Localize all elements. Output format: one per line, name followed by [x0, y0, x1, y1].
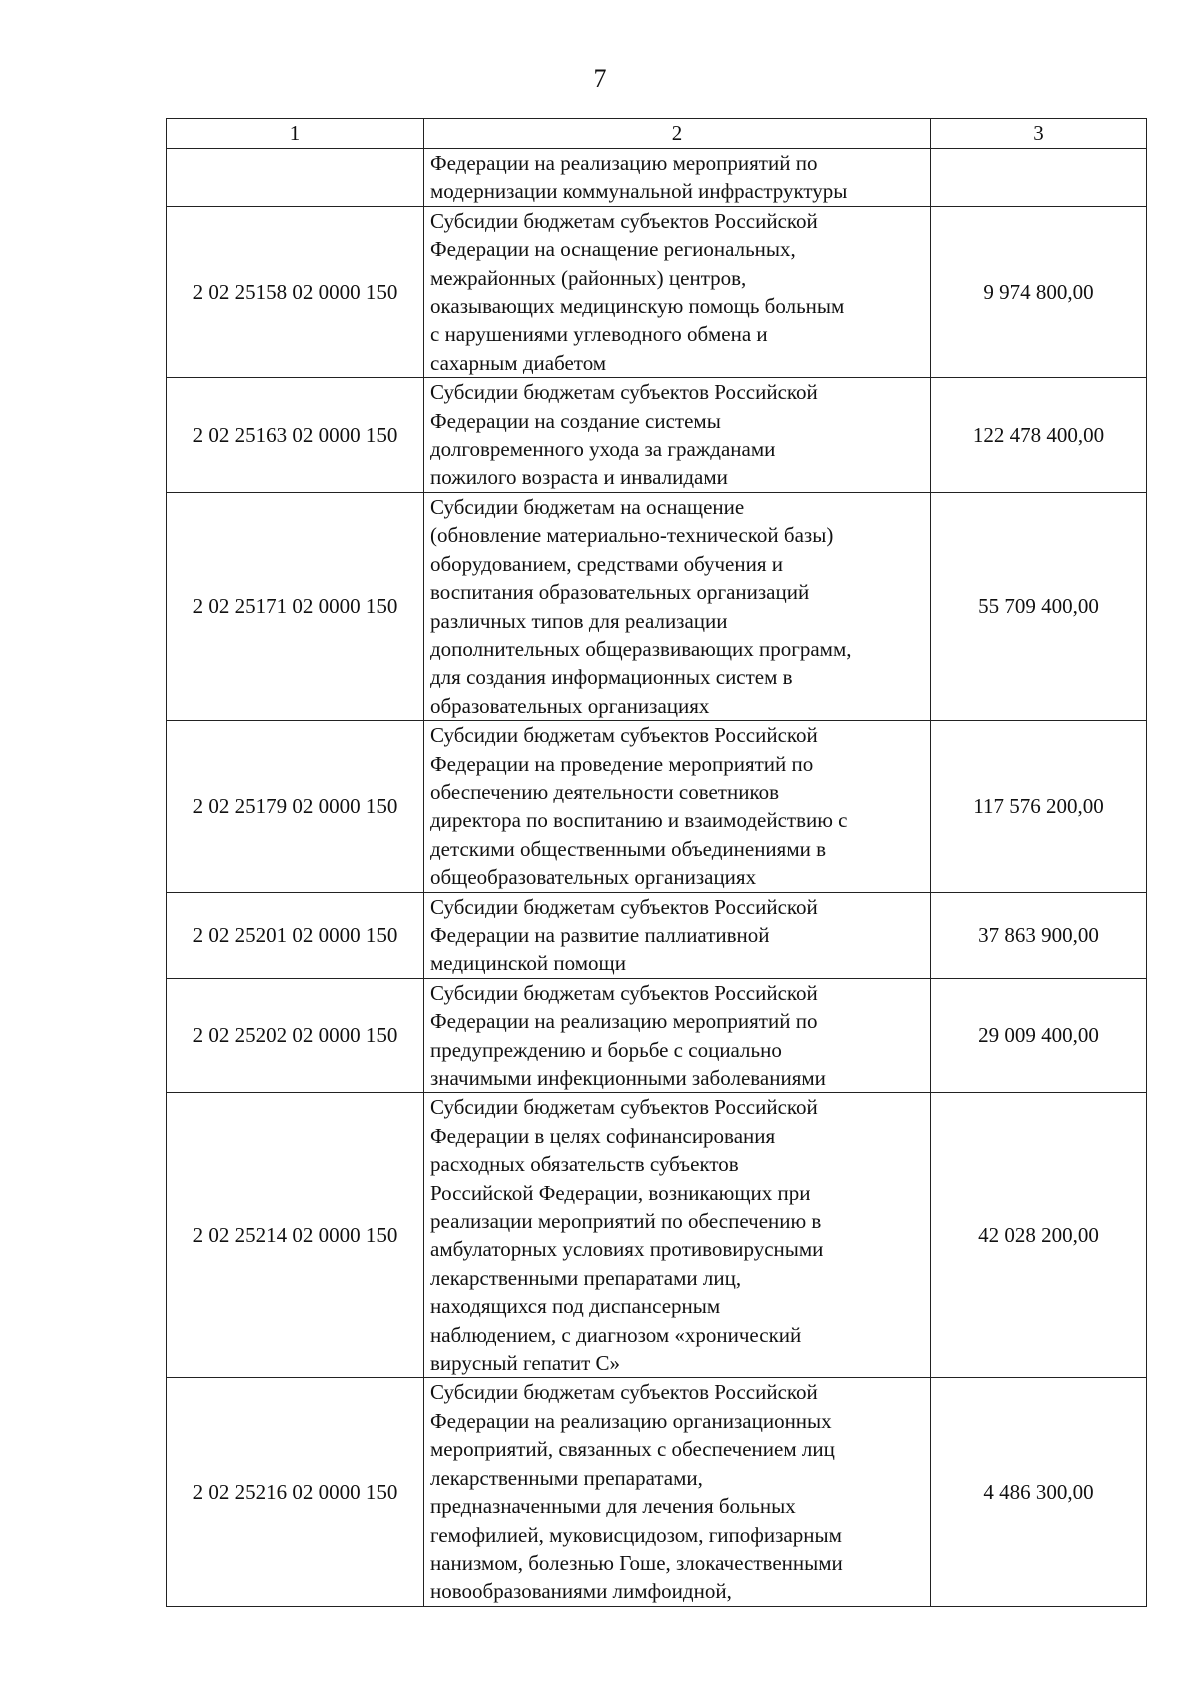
- budget-code-cell: 2 02 25171 02 0000 150: [167, 492, 424, 720]
- description-line: Российской Федерации, возникающих при: [430, 1180, 811, 1205]
- description-line: долговременного ухода за гражданами: [430, 437, 776, 462]
- amount-cell: 4 486 300,00: [931, 1378, 1147, 1606]
- header-row: [167, 119, 1147, 149]
- column-header-3: 3: [931, 119, 1147, 149]
- description-line: медицинской помощи: [430, 951, 626, 976]
- description-cell: [424, 892, 931, 978]
- budget-code-cell: 2 02 25216 02 0000 150: [167, 1378, 424, 1606]
- description-cell: [424, 206, 931, 377]
- description-cell: [424, 149, 931, 207]
- budget-code-cell: 2 02 25179 02 0000 150: [167, 721, 424, 892]
- description-line: Субсидии бюджетам субъектов Российской: [430, 894, 818, 919]
- description-line: общеобразовательных организациях: [430, 865, 757, 890]
- description-line: Субсидии бюджетам на оснащение: [430, 494, 745, 519]
- amount-cell: 29 009 400,00: [931, 978, 1147, 1093]
- description-line: сахарным диабетом: [430, 350, 607, 375]
- description-line: оборудованием, средствами обучения и: [430, 551, 783, 576]
- description-line: различных типов для реализации: [430, 608, 728, 633]
- budget-code-cell: 2 02 25202 02 0000 150: [167, 978, 424, 1093]
- description-line: Субсидии бюджетам субъектов Российской: [430, 723, 818, 748]
- description-cell: [424, 492, 931, 720]
- description-line: Федерации на реализацию мероприятий по: [430, 151, 818, 175]
- budget-table: [166, 118, 1147, 1607]
- description-line: амбулаторных условиях противовирусными: [430, 1237, 824, 1262]
- description-cell: [424, 1378, 931, 1606]
- description-line: Субсидии бюджетам субъектов Российской: [430, 1095, 818, 1120]
- description-line: нанизмом, болезнью Гоше, злокачественными: [430, 1550, 843, 1575]
- description-cell: [424, 378, 931, 493]
- amount-cell: 122 478 400,00: [931, 378, 1147, 493]
- table-row: [167, 492, 1147, 720]
- column-header-1: 1: [167, 119, 424, 149]
- description-line: Федерации на развитие паллиативной: [430, 922, 770, 947]
- amount-cell: 55 709 400,00: [931, 492, 1147, 720]
- description-line: для создания информационных систем в: [430, 665, 793, 690]
- amount-cell: 117 576 200,00: [931, 721, 1147, 892]
- table-body: [167, 149, 1147, 1607]
- column-header-2: 2: [424, 119, 931, 149]
- description-line: Субсидии бюджетам субъектов Российской: [430, 380, 818, 405]
- table-header: [167, 119, 1147, 149]
- budget-code-cell: [167, 149, 424, 207]
- budget-code-cell: 2 02 25163 02 0000 150: [167, 378, 424, 493]
- budget-code-cell: 2 02 25158 02 0000 150: [167, 206, 424, 377]
- table-row: [167, 978, 1147, 1093]
- description-line: образовательных организациях: [430, 693, 710, 718]
- description-line: мероприятий, связанных с обеспечением лиц: [430, 1437, 835, 1462]
- description-line: значимыми инфекционными заболеваниями: [430, 1066, 826, 1090]
- amount-cell: 9 974 800,00: [931, 206, 1147, 377]
- table-row: [167, 1093, 1147, 1378]
- table-row: [167, 721, 1147, 892]
- amount-cell: 37 863 900,00: [931, 892, 1147, 978]
- description-cell: [424, 721, 931, 892]
- budget-code-cell: 2 02 25201 02 0000 150: [167, 892, 424, 978]
- description-line: Субсидии бюджетам субъектов Российской: [430, 208, 818, 233]
- description-line: (обновление материально-технической базы): [430, 523, 834, 548]
- description-line: с нарушениями углеводного обмена и: [430, 322, 768, 347]
- table-row: [167, 149, 1147, 207]
- description-line: Субсидии бюджетам субъектов Российской: [430, 980, 818, 1005]
- description-line: воспитания образовательных организаций: [430, 580, 810, 605]
- description-line: модернизации коммунальной инфраструктуры: [430, 179, 848, 204]
- amount-cell: 42 028 200,00: [931, 1093, 1147, 1378]
- table-row: [167, 1378, 1147, 1606]
- description-line: предупреждению и борьбе с социально: [430, 1037, 782, 1062]
- table-row: [167, 378, 1147, 493]
- description-line: директора по воспитанию и взаимодействию с: [430, 808, 848, 833]
- description-line: межрайонных (районных) центров,: [430, 265, 747, 290]
- description-line: предназначенными для лечения больных: [430, 1494, 796, 1519]
- description-line: дополнительных общеразвивающих программ,: [430, 636, 852, 661]
- description-line: обеспечению деятельности советников: [430, 779, 780, 804]
- description-line: Федерации на проведение мероприятий по: [430, 751, 814, 776]
- description-line: детскими общественными объединениями в: [430, 836, 827, 861]
- description-line: наблюдением, с диагнозом «хронический: [430, 1322, 802, 1347]
- description-line: реализации мероприятий по обеспечению в: [430, 1209, 822, 1234]
- description-line: Федерации на создание системы: [430, 408, 721, 433]
- description-line: лекарственными препаратами лиц,: [430, 1265, 742, 1290]
- description-line: Федерации на реализацию организационных: [430, 1408, 832, 1433]
- description-line: находящихся под диспансерным: [430, 1294, 721, 1319]
- table-row: [167, 892, 1147, 978]
- description-line: оказывающих медицинскую помощь больным: [430, 294, 845, 319]
- description-cell: [424, 1093, 931, 1378]
- description-line: Субсидии бюджетам субъектов Российской: [430, 1380, 818, 1405]
- budget-code-cell: 2 02 25214 02 0000 150: [167, 1093, 424, 1378]
- description-line: новообразованиями лимфоидной,: [430, 1579, 732, 1604]
- description-line: гемофилией, муковисцидозом, гипофизарным: [430, 1522, 842, 1547]
- description-cell: [424, 978, 931, 1093]
- description-line: Федерации в целях софинансирования: [430, 1123, 776, 1148]
- description-line: расходных обязательств субъектов: [430, 1152, 739, 1177]
- table-row: [167, 206, 1147, 377]
- amount-cell: [931, 149, 1147, 207]
- description-line: вирусный гепатит С»: [430, 1351, 621, 1376]
- description-line: пожилого возраста и инвалидами: [430, 465, 728, 490]
- description-line: Федерации на оснащение региональных,: [430, 237, 796, 262]
- description-line: лекарственными препаратами,: [430, 1465, 703, 1490]
- page-number: 7: [593, 64, 607, 93]
- description-line: Федерации на реализацию мероприятий по: [430, 1009, 818, 1034]
